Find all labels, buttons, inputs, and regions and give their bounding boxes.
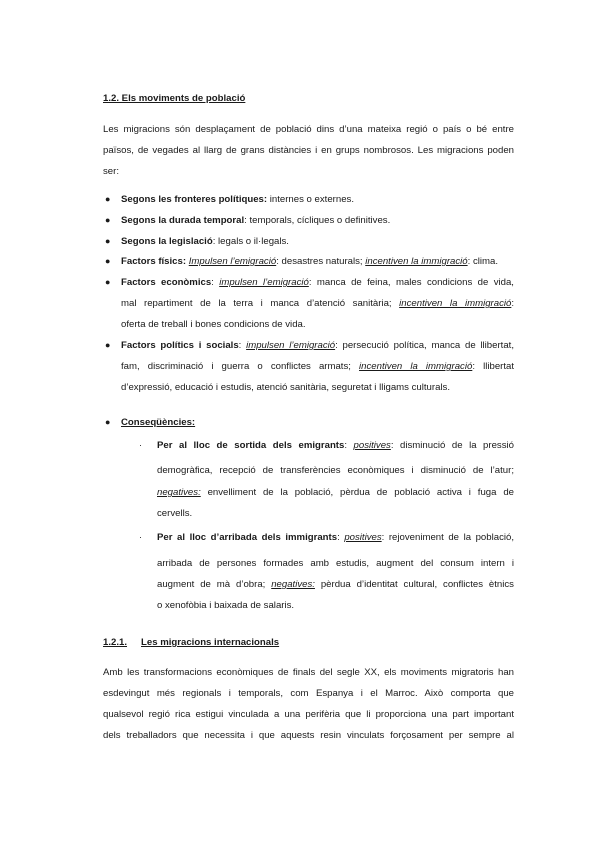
- subsection-line-3: qualsevol regió rica estigui vinculada a una perifèria que li proporciona una part important: [103, 709, 514, 720]
- bullet-text: : persecució política, manca de llibertat,: [335, 340, 514, 351]
- arrival-line-2: arribada de persones formades amb estudis, augment del consum intern i: [157, 558, 514, 569]
- departure-line-2: demogràfica, recepció de transferències econòmiques i disminució de l’atur;: [157, 465, 514, 476]
- emphasis-text: incentiven la immigració: [365, 256, 468, 267]
- bullet-marker: ●: [105, 340, 111, 350]
- bullet-item-borders: [121, 194, 354, 205]
- bullet-label: Factors polítics i socials: [121, 340, 239, 351]
- emphasis-text: Impulsen l’emigració: [188, 256, 277, 267]
- bullet-item-physical: [121, 256, 498, 267]
- bullet-label: Factors físics:: [121, 256, 187, 267]
- bullet-text: fam, discriminació i guerra o conflictes armats;: [121, 361, 360, 372]
- emphasis-text: positives: [353, 440, 391, 451]
- bullet-label: Segons les fronteres polítiques:: [121, 194, 268, 205]
- sub-bullet-marker: ·: [139, 532, 142, 542]
- emphasis-text: incentiven la immigració: [399, 298, 512, 309]
- subsection-number: 1.2.1.: [103, 637, 128, 648]
- bullet-label: Factors econòmics: [121, 277, 212, 288]
- sub-label: Per al lloc d’arribada dels immigrants: [157, 532, 338, 543]
- bullet-item-economic-line-2: [121, 298, 514, 309]
- bullet-text: mal repartiment de la terra i manca d’atenció sanitària;: [121, 298, 400, 309]
- bullet-marker: ●: [105, 256, 111, 266]
- intro-line-3: ser:: [103, 166, 119, 177]
- bullet-item-political-line-2: [121, 361, 514, 372]
- bullet-marker: ●: [105, 277, 111, 287]
- subsection-line-1: Amb les transformacions econòmiques de finals del segle XX, els moviments migratoris han: [103, 667, 514, 678]
- emphasis-text: impulsen l’emigració: [246, 340, 336, 351]
- departure-line-1: Per al lloc de sortida dels emigrants: positives: disminució de la pressió: [157, 440, 514, 451]
- bullet-text: : legals o il·legals.: [212, 236, 289, 247]
- arrival-line-1: Per al lloc d’arribada dels immigrants: positives: rejoveniment de la població,: [157, 532, 514, 543]
- bullet-marker: ●: [105, 194, 111, 204]
- bullet-text: : desastres naturals;: [276, 256, 366, 267]
- subsection-line-2: esdevingut més regionals i temporals, com Espanya i el Marroc. Això comporta que: [103, 688, 514, 699]
- bullet-text: : clima.: [467, 256, 499, 267]
- subsection-title: Les migracions internacionals: [141, 637, 280, 648]
- arrival-line-3: augment de mà d’obra; negatives: pèrdua d’identitat cultural, conflictes ètnics: [157, 579, 514, 590]
- bullet-marker: ●: [105, 417, 111, 427]
- subsection-heading: [103, 637, 279, 648]
- emphasis-text: negatives:: [271, 579, 315, 590]
- bullet-text: :: [511, 298, 515, 309]
- bullet-item-duration: [121, 215, 390, 226]
- bullet-text: : manca de feina, males condicions de vida,: [308, 277, 514, 288]
- departure-line-4: cervells.: [157, 508, 193, 519]
- bullet-text: :: [238, 340, 247, 351]
- emphasis-text: incentiven la immigració: [359, 361, 473, 372]
- sub-bullet-marker: ·: [139, 440, 142, 450]
- bullet-item-political-line-3: d’expressió, educació i estudis, atenció sanitària, seguretat i lligams culturals.: [121, 382, 451, 393]
- emphasis-text: impulsen l’emigració: [219, 277, 309, 288]
- bullet-marker: ●: [105, 215, 111, 225]
- bullet-item-political-line-1: [121, 340, 514, 351]
- bullet-label: Segons la legislació: [121, 236, 213, 247]
- emphasis-text: positives: [344, 532, 382, 543]
- emphasis-text: negatives:: [157, 487, 201, 498]
- sub-label: Per al lloc de sortida dels emigrants: [157, 440, 345, 451]
- departure-line-3: negatives: envelliment de la població, pèrdua de població activa i fuga de: [157, 487, 514, 498]
- consequences-heading: Conseqüències:: [121, 417, 196, 428]
- bullet-label: Segons la durada temporal: [121, 215, 245, 226]
- bullet-text: : llibertat: [472, 361, 515, 372]
- bullet-text: : temporals, cícliques o definitives.: [244, 215, 391, 226]
- bullet-text: :: [211, 277, 220, 288]
- intro-line-2: països, de vegades al llarg de grans distàncies i en grups nombrosos. Les migracions poden: [103, 145, 514, 156]
- subsection-line-4: dels treballadors que necessita i que aquests resin vinculats forçosament per sempre al: [103, 730, 514, 741]
- intro-line-1: Les migracions són desplaçament de població dins d’una mateixa regió o país o bé entre: [103, 124, 514, 135]
- bullet-item-legislation: [121, 236, 289, 247]
- bullet-marker: ●: [105, 236, 111, 246]
- section-heading: 1.2. Els moviments de població: [103, 93, 246, 104]
- bullet-item-economic-line-1: [121, 277, 514, 288]
- bullet-text: internes o externes.: [267, 194, 355, 205]
- bullet-item-economic-line-3: oferta de treball i bones condicions de vida.: [121, 319, 306, 330]
- arrival-line-4: o xenofòbia i baixada de salaris.: [157, 600, 295, 611]
